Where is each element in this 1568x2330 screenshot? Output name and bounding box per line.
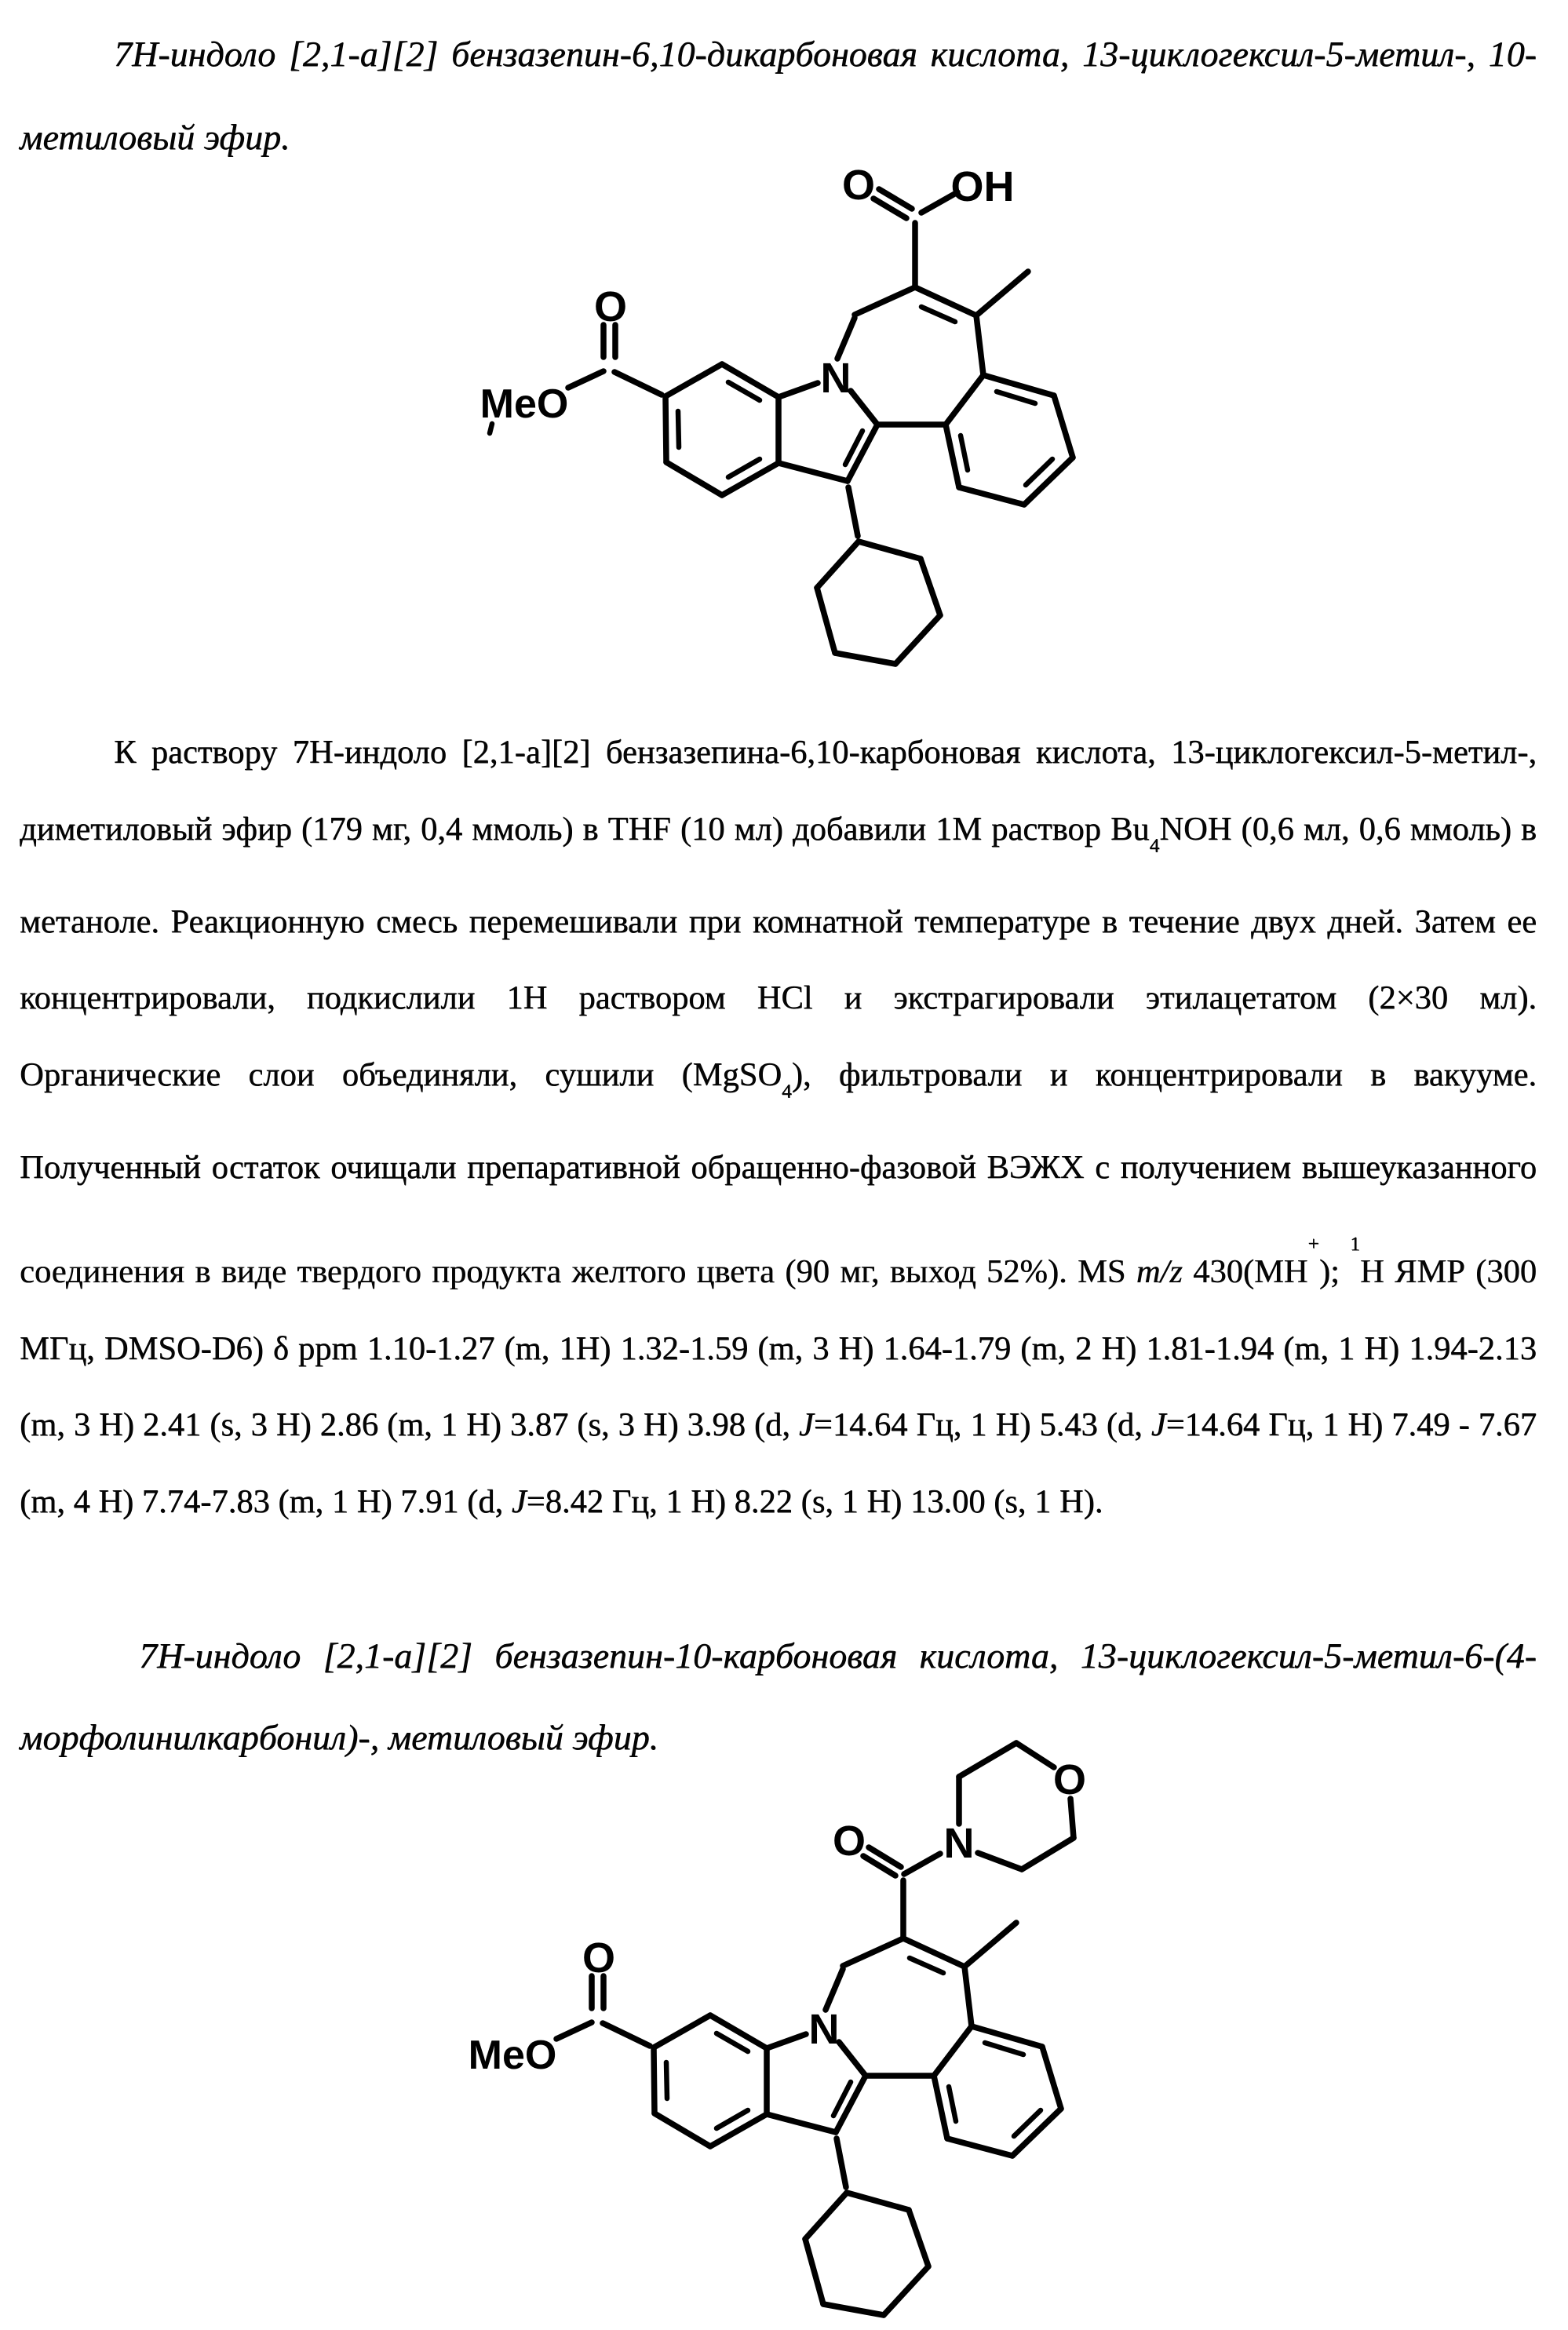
procedure-segment-italic: m/z: [1136, 1253, 1183, 1291]
structure1-diagram: [471, 153, 1099, 695]
procedure-segment: =14.64 Гц, 1 H) 5.43 (d,: [813, 1406, 1151, 1444]
procedure-segment: =14.64 Гц, 1 H) 7.49 - 7.67 (m, 4 H) 7.74-7.83 (m, 1 H) 7.91 (d,: [20, 1406, 1537, 1520]
procedure-segment: NOH (0,6 мл, 0,6 ммоль) в метаноле. Реакционную смесь перемешивали при комнатной температуре в течение двух дней. Затем ее концентрировали, подкислили 1H раствором HCl и экстрагировали этилацетатом (2×30 мл). Органические слои объединяли, сушили (MgSO: [20, 810, 1537, 1093]
procedure-segment: =8.42 Гц, 1 H) 8.22 (s, 1 H) 13.00 (s, 1 H).: [526, 1482, 1103, 1520]
atom-label-acid-oxygen: O: [841, 162, 876, 209]
procedure-segment-superscript: +: [1307, 1232, 1319, 1256]
atom-label-meo: MeO: [468, 2033, 557, 2078]
atom-label-morpholine-nitrogen: N: [943, 1820, 975, 1867]
indole-benzene-ring: [665, 364, 779, 495]
procedure-segment-superscript: 1: [1350, 1232, 1360, 1256]
compound2-title: 7H-индоло [2,1-a][2] бензазепин-10-карбоновая кислота, 13-циклогексил-5-метил-6-(4-морфолинилкарбонил)-, метиловый эфир.: [20, 1635, 1537, 1757]
right-benzene-ring: [934, 2026, 1061, 2156]
atom-label-meo: MeO: [480, 381, 569, 427]
cyclohexyl-ring: [805, 2139, 928, 2315]
cyclohexyl-ring: [817, 487, 940, 664]
atom-label-ester-oxygen: O: [593, 283, 628, 330]
procedure-segment-italic: J: [798, 1406, 814, 1444]
procedure-segment-italic: J: [1150, 1406, 1166, 1444]
atom-label-morpholine-oxygen: O: [1052, 1756, 1087, 1803]
indole-benzene-ring: [654, 2015, 767, 2146]
methyl-group: [965, 1923, 1016, 1967]
carboxylic-acid-group: [873, 189, 957, 287]
procedure-segment: К раствору 7H-индоло [2,1-a][2] бензазепина-6,10-карбоновая кислота, 13-циклогексил-5-метил-, диметиловый эфир (179 мг, 0,4 ммоль) в THF (10 мл) добавили 1M раствор Bu: [20, 734, 1537, 848]
atom-label-amide-oxygen: O: [832, 1818, 866, 1865]
methyl-ester-group: [556, 1976, 650, 2046]
structure2-diagram: [467, 1719, 1104, 2330]
procedure-segment-subscript: 4: [782, 1079, 792, 1103]
methyl-group: [976, 272, 1028, 315]
procedure-segment: H ЯМР (300 МГц, DMSO-D6) δ ppm 1.10-1.27 (m, 1H) 1.32-1.59 (m, 3 H) 1.64-1.79 (m, 2 H) 1.81-1.94 (m, 1 H) 1.94-2.13 (m, 3 H) 2.41 (s, 3 H) 2.86 (m, 1 H) 3.87 (s, 3 H) 3.98 (d,: [20, 1253, 1537, 1444]
atom-label-ring-nitrogen: N: [808, 2006, 840, 2053]
atom-label-ester-oxygen: O: [582, 1934, 616, 1982]
procedure-segment: 430(MH: [1182, 1253, 1308, 1291]
procedure-segment: );: [1318, 1253, 1351, 1291]
procedure-paragraph: [20, 714, 1537, 1540]
procedure-segment: ), фильтровали и концентрировали в вакууме. Полученный остаток очищали препаративной обращенно-фазовой ВЭЖХ с получением вышеуказанного соединения в виде твердого продукта желтого цвета (90 мг, выход 52%). MS: [20, 1056, 1537, 1291]
compound1-title: 7H-индоло [2,1-a][2] бензазепин-6,10-дикарбоновая кислота, 13-циклогексил-5-метил-, 10-метиловый эфир.: [20, 34, 1537, 157]
procedure-segment-italic: J: [511, 1482, 527, 1520]
atom-label-ring-nitrogen: N: [820, 355, 851, 402]
procedure-segment-subscript: 4: [1149, 833, 1160, 857]
atom-label-acid-hydroxyl: OH: [950, 163, 1015, 210]
right-benzene-ring: [946, 375, 1073, 505]
